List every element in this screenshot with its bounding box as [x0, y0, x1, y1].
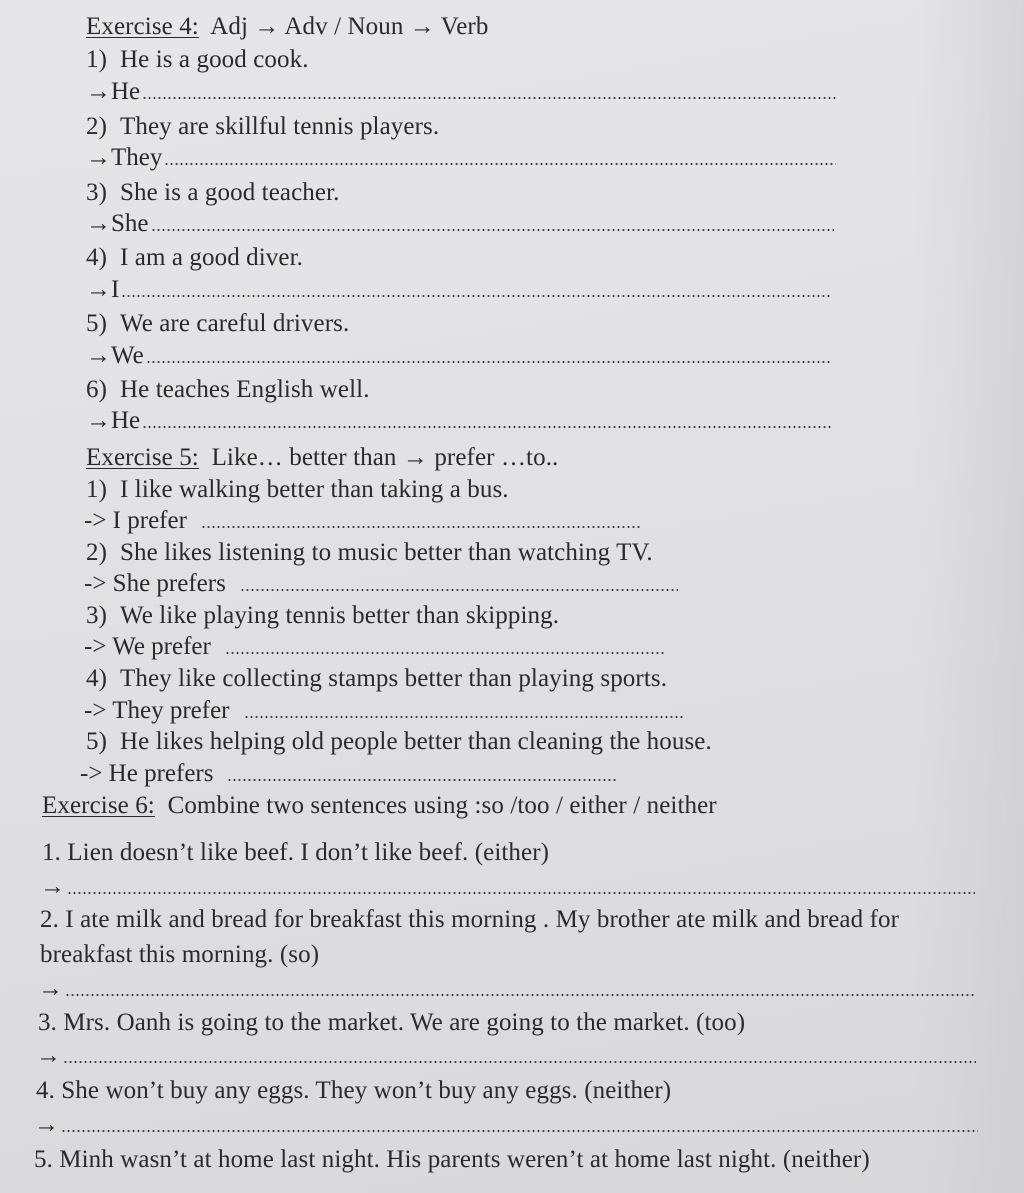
exercise-6-title: Combine two sentences using :so /too / either / neither: [167, 792, 717, 819]
exercise-4-heading: [86, 12, 488, 42]
ex5-answer-1[interactable]: -> I prefer: [84, 506, 642, 536]
ex6-question-2-continued: breakfast this morning. (so): [40, 941, 320, 968]
ex4-question-3: 3) She is a good teacher.: [86, 179, 340, 206]
ex6-question-2: 2. I ate milk and bread for breakfast this morning . My brother ate milk and bread for: [40, 906, 900, 933]
ex5-question-1: 1) I like walking better than taking a bus.: [86, 476, 509, 503]
ex6-question-3: 3. Mrs. Oanh is going to the market. We are going to the market. (too): [38, 1009, 746, 1036]
ex6-answer-4[interactable]: →: [34, 1110, 978, 1140]
exercise-5-title: Like… better than → prefer …to..: [211, 444, 559, 471]
exercise-5-heading: [86, 443, 558, 473]
ex5-question-5: 5) He likes helping old people better than cleaning the house.: [86, 728, 712, 755]
ex6-answer-1[interactable]: →: [40, 872, 975, 902]
ex4-question-1: 1) He is a good cook.: [86, 46, 309, 73]
exercise-6-label: Exercise 6:: [42, 792, 155, 819]
exercise-6-heading: [42, 791, 717, 821]
ex4-answer-5[interactable]: →We: [86, 341, 832, 371]
ex6-question-1: 1. Lien doesn’t like beef. I don’t like beef. (either): [42, 839, 550, 866]
ex4-answer-3[interactable]: →She: [86, 209, 834, 239]
ex5-answer-3[interactable]: -> We prefer: [84, 632, 664, 662]
ex5-answer-5[interactable]: -> He prefers: [80, 759, 616, 789]
ex4-question-2: 2) They are skillful tennis players.: [86, 113, 440, 140]
ex6-answer-2[interactable]: →: [38, 974, 975, 1004]
exercise-4-label: Exercise 4:: [86, 13, 199, 40]
ex5-answer-2[interactable]: -> She prefers: [84, 569, 678, 599]
ex4-answer-2[interactable]: →They: [86, 143, 836, 173]
ex4-answer-6[interactable]: →He: [86, 406, 832, 436]
ex4-answer-1[interactable]: →He: [86, 77, 836, 107]
exercise-4-title: Adj → Adv / Noun → Verb: [210, 13, 489, 40]
ex6-answer-3[interactable]: →: [36, 1041, 976, 1071]
ex6-question-5: 5. Minh wasn’t at home last night. His parents weren’t at home last night. (neither): [34, 1146, 870, 1173]
page-edge-shadow: [914, 0, 1024, 1193]
ex4-question-6: 6) He teaches English well.: [86, 376, 370, 403]
ex5-answer-4[interactable]: -> They prefer: [84, 696, 684, 726]
ex5-question-4: 4) They like collecting stamps better than playing sports.: [86, 665, 668, 692]
ex4-question-4: 4) I am a good diver.: [86, 244, 304, 271]
ex4-answer-4[interactable]: →I: [86, 275, 832, 305]
ex4-question-5: 5) We are careful drivers.: [86, 310, 350, 337]
ex6-question-4: 4. She won’t buy any eggs. They won’t buy any eggs. (neither): [36, 1077, 672, 1104]
ex5-question-3: 3) We like playing tennis better than skipping.: [86, 602, 560, 629]
ex5-question-2: 2) She likes listening to music better than watching TV.: [86, 539, 653, 566]
exercise-5-label: Exercise 5:: [86, 444, 199, 471]
